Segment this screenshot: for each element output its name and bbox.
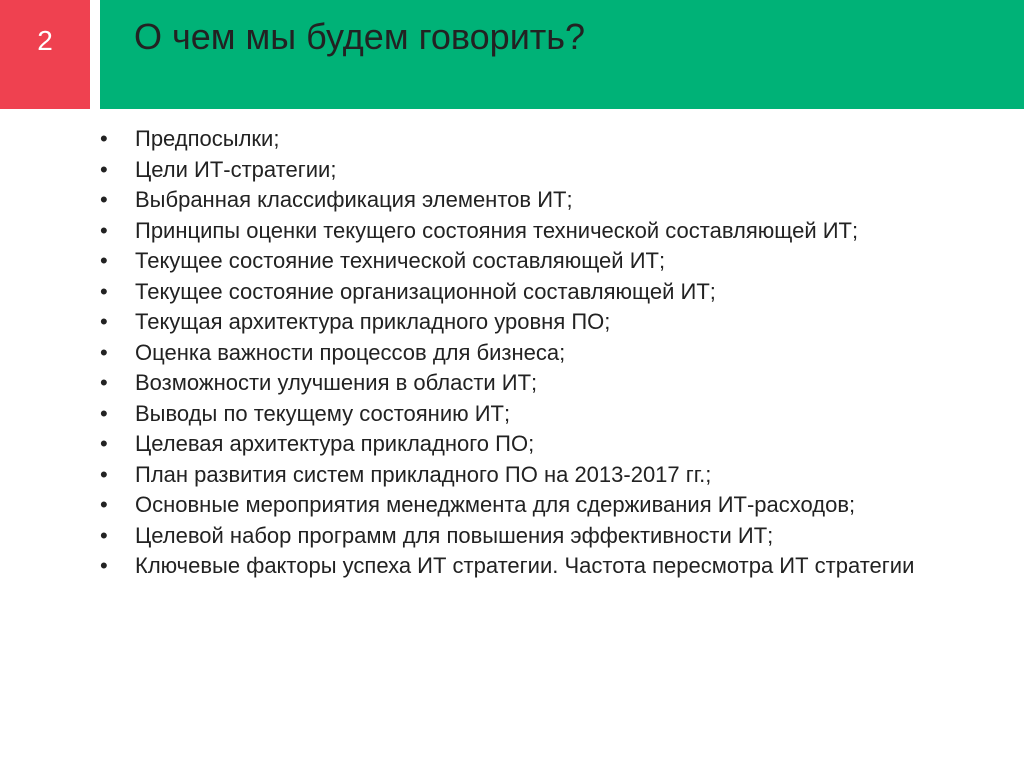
bullet-icon: • [100, 400, 108, 426]
bullet-text: Возможности улучшения в области ИТ; [135, 370, 538, 395]
bullet-icon: • [100, 187, 108, 212]
bullet-text: План развития систем прикладного ПО на 2013-2017 гг.; [135, 461, 712, 487]
bullet-text: Целевой набор программ для повышения эффективности ИТ; [135, 522, 774, 548]
bullet-item-2 [100, 185, 930, 216]
bullet-text: Выводы по текущему состоянию ИТ; [135, 400, 511, 426]
bullet-text: Оценка важности процессов для бизнеса; [135, 339, 566, 365]
bullet-item-1 [100, 155, 930, 186]
bullet-icon: • [100, 553, 108, 578]
bullet-list [100, 124, 930, 582]
bullet-icon: • [100, 370, 108, 395]
bullet-text: Выбранная классификация элементов ИТ; [135, 187, 573, 212]
bullet-item-9 [100, 399, 930, 430]
bullet-text: Предпосылки; [135, 126, 280, 151]
bullet-item-0 [100, 124, 930, 155]
bullet-text: Цели ИТ-стратегии; [135, 156, 337, 182]
slide-number: 2 [37, 25, 53, 56]
bullet-icon: • [100, 126, 108, 151]
bullet-icon: • [100, 461, 108, 487]
bullet-item-6 [100, 307, 930, 338]
bullet-icon: • [100, 431, 108, 456]
bullet-icon: • [100, 217, 108, 243]
bullet-icon: • [100, 522, 108, 548]
bullet-item-4 [100, 246, 930, 277]
bullet-text: Текущая архитектура прикладного уровня ПО; [135, 309, 611, 334]
bullet-text: Принципы оценки текущего состояния технической составляющей ИТ; [135, 217, 859, 243]
title-bar [100, 0, 1024, 109]
bullet-item-5 [100, 277, 930, 308]
slide-title: О чем мы будем говорить? [134, 16, 586, 57]
bullet-icon: • [100, 156, 108, 182]
bullet-text: Текущее состояние технической составляющей ИТ; [135, 248, 666, 273]
bullet-text: Ключевые факторы успеха ИТ стратегии. Частота пересмотра ИТ стратегии [135, 553, 915, 578]
bullet-text: Текущее состояние организационной составляющей ИТ; [135, 278, 716, 304]
bullet-icon: • [100, 492, 108, 517]
bullet-text: Целевая архитектура прикладного ПО; [135, 431, 535, 456]
bullet-item-7 [100, 338, 930, 369]
bullet-item-11 [100, 460, 930, 491]
bullet-icon: • [100, 339, 108, 365]
bullet-icon: • [100, 309, 108, 334]
bullet-text: Основные мероприятия менеджмента для сдерживания ИТ-расходов; [135, 492, 856, 517]
slide-number-badge [0, 0, 90, 109]
bullet-item-3 [100, 216, 930, 247]
bullet-item-8 [100, 368, 930, 399]
bullet-item-13 [100, 521, 930, 552]
bullet-icon: • [100, 278, 108, 304]
bullet-icon: • [100, 248, 108, 273]
bullet-item-12 [100, 490, 930, 521]
bullet-item-10 [100, 429, 930, 460]
bullet-item-14 [100, 551, 930, 582]
